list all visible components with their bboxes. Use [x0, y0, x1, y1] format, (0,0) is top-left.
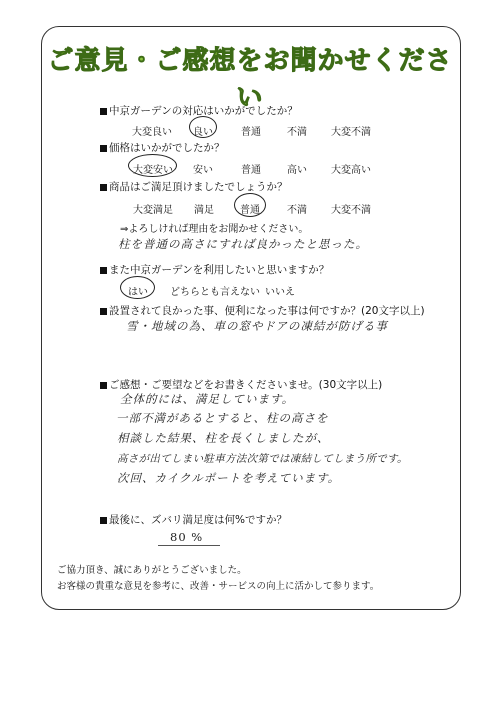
question-product-text: 商品はご満足頂けましたでしょうか？ [109, 181, 288, 193]
question-benefit-text: 設置されて良かった事、便利になった事は何ですか？(20文字以上) [109, 305, 425, 317]
feedback-line[interactable]: 高さが出てしまい駐車方法次第では凍結してしまう所です。 [117, 453, 408, 465]
question-benefit [100, 303, 425, 318]
option-price-very-expensive[interactable]: 大変高い [331, 165, 371, 176]
square-bullet-icon [100, 184, 107, 191]
question-price-text: 価格はいかがでしたか？ [109, 142, 225, 154]
option-product-very-satisfied[interactable]: 大変満足 [133, 205, 173, 216]
option-price-normal[interactable]: 普通 [241, 165, 261, 176]
square-bullet-icon [100, 382, 107, 389]
question-reuse-text: また中京ガーデンを利用したいと思いますか？ [109, 264, 330, 276]
feedback-line[interactable]: 相談した結果、柱を長くしましたが、 [117, 431, 330, 445]
question-price [100, 140, 225, 155]
option-product-very-dissatisfied[interactable]: 大変不満 [331, 205, 371, 216]
option-price-cheap[interactable]: 安い [193, 165, 213, 176]
satisfaction-answer[interactable]: 80 % [170, 530, 204, 544]
question-service-text: 中京ガーデンの対応はいかがでしたか？ [109, 105, 298, 117]
question-satisfaction [100, 512, 287, 527]
option-price-very-cheap[interactable]: 大変安い [133, 165, 173, 176]
satisfaction-underline [158, 545, 220, 546]
question-feedback [100, 377, 382, 392]
option-product-dissatisfied[interactable]: 不満 [287, 205, 307, 216]
option-reuse-yes[interactable]: はい [128, 287, 148, 298]
option-service-good[interactable]: 良い [193, 127, 213, 138]
feedback-line[interactable]: 全体的には、満足しています。 [120, 392, 295, 406]
benefit-answer[interactable]: 雪・地域の為、車の窓やドアの凍結が防げる事 [126, 319, 388, 333]
option-reuse-no[interactable]: いいえ [265, 287, 295, 298]
selection-circle [189, 116, 217, 138]
selection-circle [234, 193, 266, 217]
feedback-line[interactable]: 一部不満があるとすると、柱の高さを [116, 411, 329, 425]
question-satisfaction-text: 最後に、ズバリ満足度は何%ですか？ [109, 514, 287, 526]
option-product-satisfied[interactable]: 満足 [194, 205, 214, 216]
reason-answer[interactable]: 柱を普通の高さにすれば良かったと思った。 [118, 237, 368, 251]
reason-prompt: ⇒よろしければ理由をお聞かせください。 [120, 224, 309, 235]
selection-circle [128, 154, 177, 177]
feedback-line[interactable]: 次回、カイクルポートを考えています。 [117, 471, 341, 485]
thanks-line: お客様の貴重な意見を参考に、改善・サービスの向上に活かして参ります。 [57, 581, 380, 592]
option-service-very-dissatisfied[interactable]: 大変不満 [331, 127, 371, 138]
question-reuse [100, 262, 329, 277]
square-bullet-icon [100, 145, 107, 152]
square-bullet-icon [100, 267, 107, 274]
option-service-dissatisfied[interactable]: 不満 [287, 127, 307, 138]
option-price-expensive[interactable]: 高い [287, 165, 307, 176]
square-bullet-icon [100, 308, 107, 315]
thanks-line: ご協力頂き、誠にありがとうございました。 [57, 565, 247, 576]
selection-circle [120, 276, 155, 299]
survey-title: ご意見・ご感想をお聞かせください [47, 46, 453, 113]
question-product [100, 179, 288, 194]
square-bullet-icon [100, 108, 107, 115]
option-service-very-good[interactable]: 大変良い [132, 127, 172, 138]
option-reuse-neither[interactable]: どちらとも言えない [170, 287, 260, 298]
option-service-normal[interactable]: 普通 [241, 127, 261, 138]
square-bullet-icon [100, 517, 107, 524]
option-product-normal[interactable]: 普通 [240, 205, 260, 216]
question-feedback-text: ご感想・ご要望などをお書きくださいませ。(30文字以上) [109, 379, 383, 391]
